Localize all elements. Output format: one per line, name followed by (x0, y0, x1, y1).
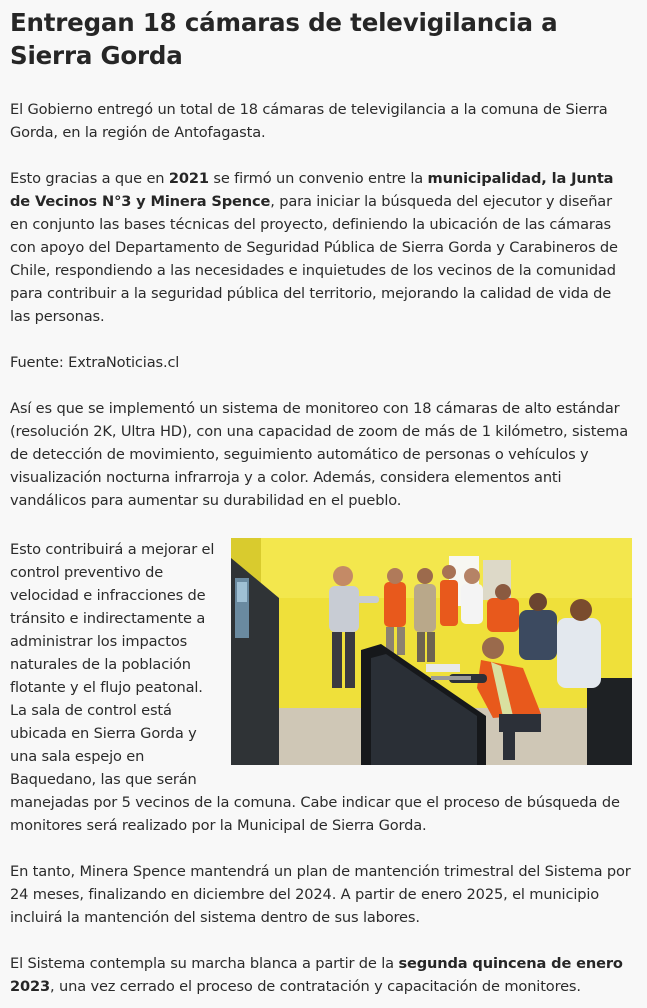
paragraph-system: Así es que se implementó un sistema de monitoreo con 18 cámaras de alto estándar (resolución 2K, Ultra HD), con una capacidad de zoom de más de 1 kilómetro, sistema de detección de movimiento, seguimiento automático de personas o vehículos y visualización nocturna infrarroja y a color. Además, considera elementos anti vandálicos para aumentar su durabilidad en el pueblo. (10, 400, 629, 509)
launch-date: segunda quincena de enero 2023 (10, 955, 623, 995)
paragraph-control: Esto contribuirá a mejorar el control preventivo de velocidad e infracciones de tránsito e indirectamente a administrar los impactos naturales de la población flotante y el flujo peatonal. La sala de control está ubicada en Sierra Gorda y una sala espejo en Baquedano, las que serán manejadas por 5 vecinos de la comuna. Cabe indicar que el proceso de búsqueda de monitores será realizado por la Municipal de Sierra Gorda. (10, 541, 620, 834)
paragraph-launch-text-2: , una vez cerrado el proceso de contratación y capacitación de monitores. (50, 978, 581, 995)
paragraph-agreement-text-2: se firmó un convenio entre la (208, 170, 428, 187)
paragraph-agreement (10, 167, 632, 328)
control-room-photo (231, 538, 632, 765)
article-title: Entregan 18 cámaras de televigilancia a Sierra Gorda (10, 8, 558, 70)
source-line: Fuente: ExtraNoticias.cl (10, 354, 180, 371)
year-2021: 2021 (168, 170, 209, 187)
paragraph-launch (10, 952, 632, 998)
article (10, 6, 632, 998)
paragraph-launch-text-1: El Sistema contempla su marcha blanca a partir de la (10, 955, 399, 972)
paragraph-agreement-text-1: Esto gracias a que en (10, 170, 169, 187)
paragraph-agreement-text-3: , para iniciar la búsqueda del ejecutor y diseñar en conjunto las bases técnicas del proyecto, definiendo la ubicación de las cámaras con apoyo del Departamento de Seguridad Pública de Sierra Gorda y Carabineros de Chile, respondiendo a las necesidades e inquietudes de los vecinos de la comunidad para contribuir a la seguridad pública del territorio, mejorando la calidad de vida de las personas. (10, 193, 618, 325)
paragraph-intro: El Gobierno entregó un total de 18 cámaras de televigilancia a la comuna de Sierra Gorda, en la región de Antofagasta. (10, 101, 608, 141)
paragraph-maintenance: En tanto, Minera Spence mantendrá un plan de mantención trimestral del Sistema por 24 meses, finalizando en diciembre del 2024. A partir de enero 2025, el municipio incluirá la mantención del sistema dentro de sus labores. (10, 863, 631, 926)
agreement-parties: municipalidad, la Junta de Vecinos N°3 y Minera Spence (10, 170, 614, 210)
